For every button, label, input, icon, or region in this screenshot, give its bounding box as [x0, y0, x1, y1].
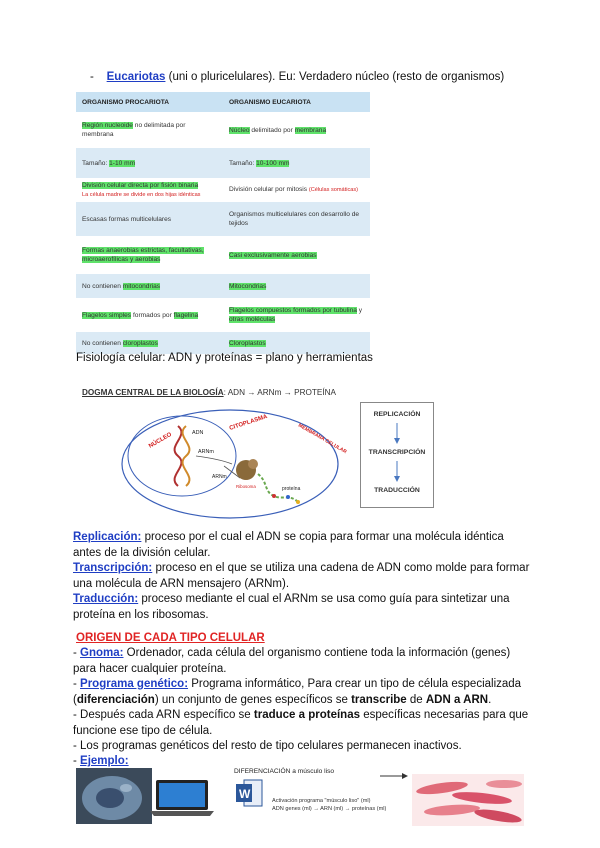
gnoma-paragraph: - Gnoma: Ordenador, cada célula del organismo contiene toda la información (genes) para hacer cualquier proteína. [73, 647, 511, 675]
programa-paragraph: - Programa genético: Programa informático, Para crear un tipo de célula especializada (diferenciación) un conjunto de genes específicos se transcribe de ADN a ARN. [73, 678, 522, 706]
flow-transcripcion: TRANSCRIPCIÓN [368, 449, 426, 456]
label-arnm: ARNm [198, 449, 214, 455]
table-row [76, 112, 370, 148]
def-transcripcion: Transcripción: proceso en el que se utiliza una cadena de ADN como molde para formar una molécula de ARN mensajero (ARNm). [73, 562, 530, 590]
arrow-down-icon [393, 423, 401, 445]
table-row [76, 236, 370, 274]
table-cell: Tamaño: 10-100 mm [223, 148, 370, 178]
cell-diagram [112, 398, 352, 528]
table-cell: Núcleo delimitado por membrana [223, 112, 370, 148]
table-cell: Casi exclusivamente aerobias [223, 236, 370, 274]
laptop-icon [150, 778, 214, 816]
arrow-down-icon [393, 461, 401, 483]
label-arnm2: ARNm [212, 474, 227, 480]
table-cell: División celular por mitosis (Células somáticas) [223, 178, 370, 202]
table-row [76, 274, 370, 298]
word-document-icon [236, 778, 264, 808]
label-citoplasma: CITOPLASMA [228, 413, 269, 432]
flow-traduccion: TRADUCCIÓN [374, 487, 420, 494]
def-traduccion: Traducción: proceso mediante el cual el ARNm se usa como guía para sintetizar una proteína en los ribosomas. [73, 593, 510, 621]
table-row [76, 202, 370, 236]
table-cell: Escasas formas multicelulares [76, 202, 223, 236]
table-cell: No contienen mitocondrias [76, 274, 223, 298]
origen-heading: ORIGEN DE CADA TIPO CELULAR [76, 632, 265, 644]
label-adn: ADN [192, 430, 204, 436]
fisiologia-line: Fisiología celular: ADN y proteínas = plano y herramientas [76, 352, 373, 364]
resto-paragraph: - Los programas genéticos del resto de tipo celulares permanecen inactivos. [73, 740, 462, 752]
table-row [76, 178, 370, 202]
smooth-muscle-image [412, 774, 524, 826]
table-cell: División celular directa por fisión binaria La célula madre se divide en dos hijas idénticas [76, 178, 223, 202]
table-header-procariota: ORGANISMO PROCARIOTA [76, 92, 223, 112]
flow-replicacion: REPLICACIÓN [373, 411, 421, 418]
table-cell: Formas anaerobias estrictas, facultativas, microaerofílicas y aerobias [76, 236, 223, 274]
label-nucleo: NÚCLEO [148, 431, 173, 450]
table-cell: Flagelos simples formados por flagelina [76, 298, 223, 332]
table-row [76, 298, 370, 332]
eucariotas-text: (uni o pluricelulares). Eu: Verdadero núcleo (resto de organismos) [165, 71, 505, 83]
table-row [76, 148, 370, 178]
dna-helix [175, 426, 182, 486]
table-header-eucariota: ORGANISMO EUCARIOTA [223, 92, 370, 112]
label-proteina: proteína [282, 486, 301, 492]
eucariotas-term: Eucariotas [106, 71, 166, 83]
table-cell: Tamaño: 1-10 mm [76, 148, 223, 178]
despues-paragraph: - Después cada ARN específico se traduce a proteínas específicas necesarias para que funcione ese tipo de célula. [73, 709, 529, 737]
def-replicacion: Replicación: proceso por el cual el ADN se copia para formar una molécula idéntica antes de la división celular. [73, 531, 504, 559]
ejemplo-line: - Ejemplo: [73, 755, 129, 767]
label-membrana: MEMBRANA CELULAR [297, 422, 348, 456]
nucleus-shape [128, 416, 236, 496]
eucariotas-bullet [90, 71, 504, 83]
figure-title: DOGMA CENTRAL DE LA BIOLOGÍA: ADN → ARNm → PROTEÍNA [82, 388, 336, 397]
table-cell: Cloroplastos [223, 332, 370, 354]
diferenciacion-label: DIFERENCIACIÓN a músculo liso [234, 768, 335, 775]
bullet-dash: - [90, 71, 94, 83]
table-row [76, 332, 370, 354]
flow-box [360, 402, 434, 508]
label-ribosoma: Ribosoma [236, 484, 256, 489]
table-cell: Mitocondrias [223, 274, 370, 298]
comparison-table [76, 92, 370, 354]
svg-text:W: W [239, 787, 251, 801]
arrow-right-icon [380, 772, 410, 780]
table-cell: Región nucleoide no delimitada por membrana [76, 112, 223, 148]
table-cell: Flagelos compuestos formados por tubulina y otras moléculas [223, 298, 370, 332]
table-cell: Organismos multicelulares con desarrollo de tejidos [223, 202, 370, 236]
stem-cell-image [76, 768, 152, 824]
activation-text: Activación programa "músculo liso" (ml) ADN genes (ml) → ARN (ml) → proteínas (ml) [272, 798, 387, 812]
table-cell: No contienen cloroplastos [76, 332, 223, 354]
